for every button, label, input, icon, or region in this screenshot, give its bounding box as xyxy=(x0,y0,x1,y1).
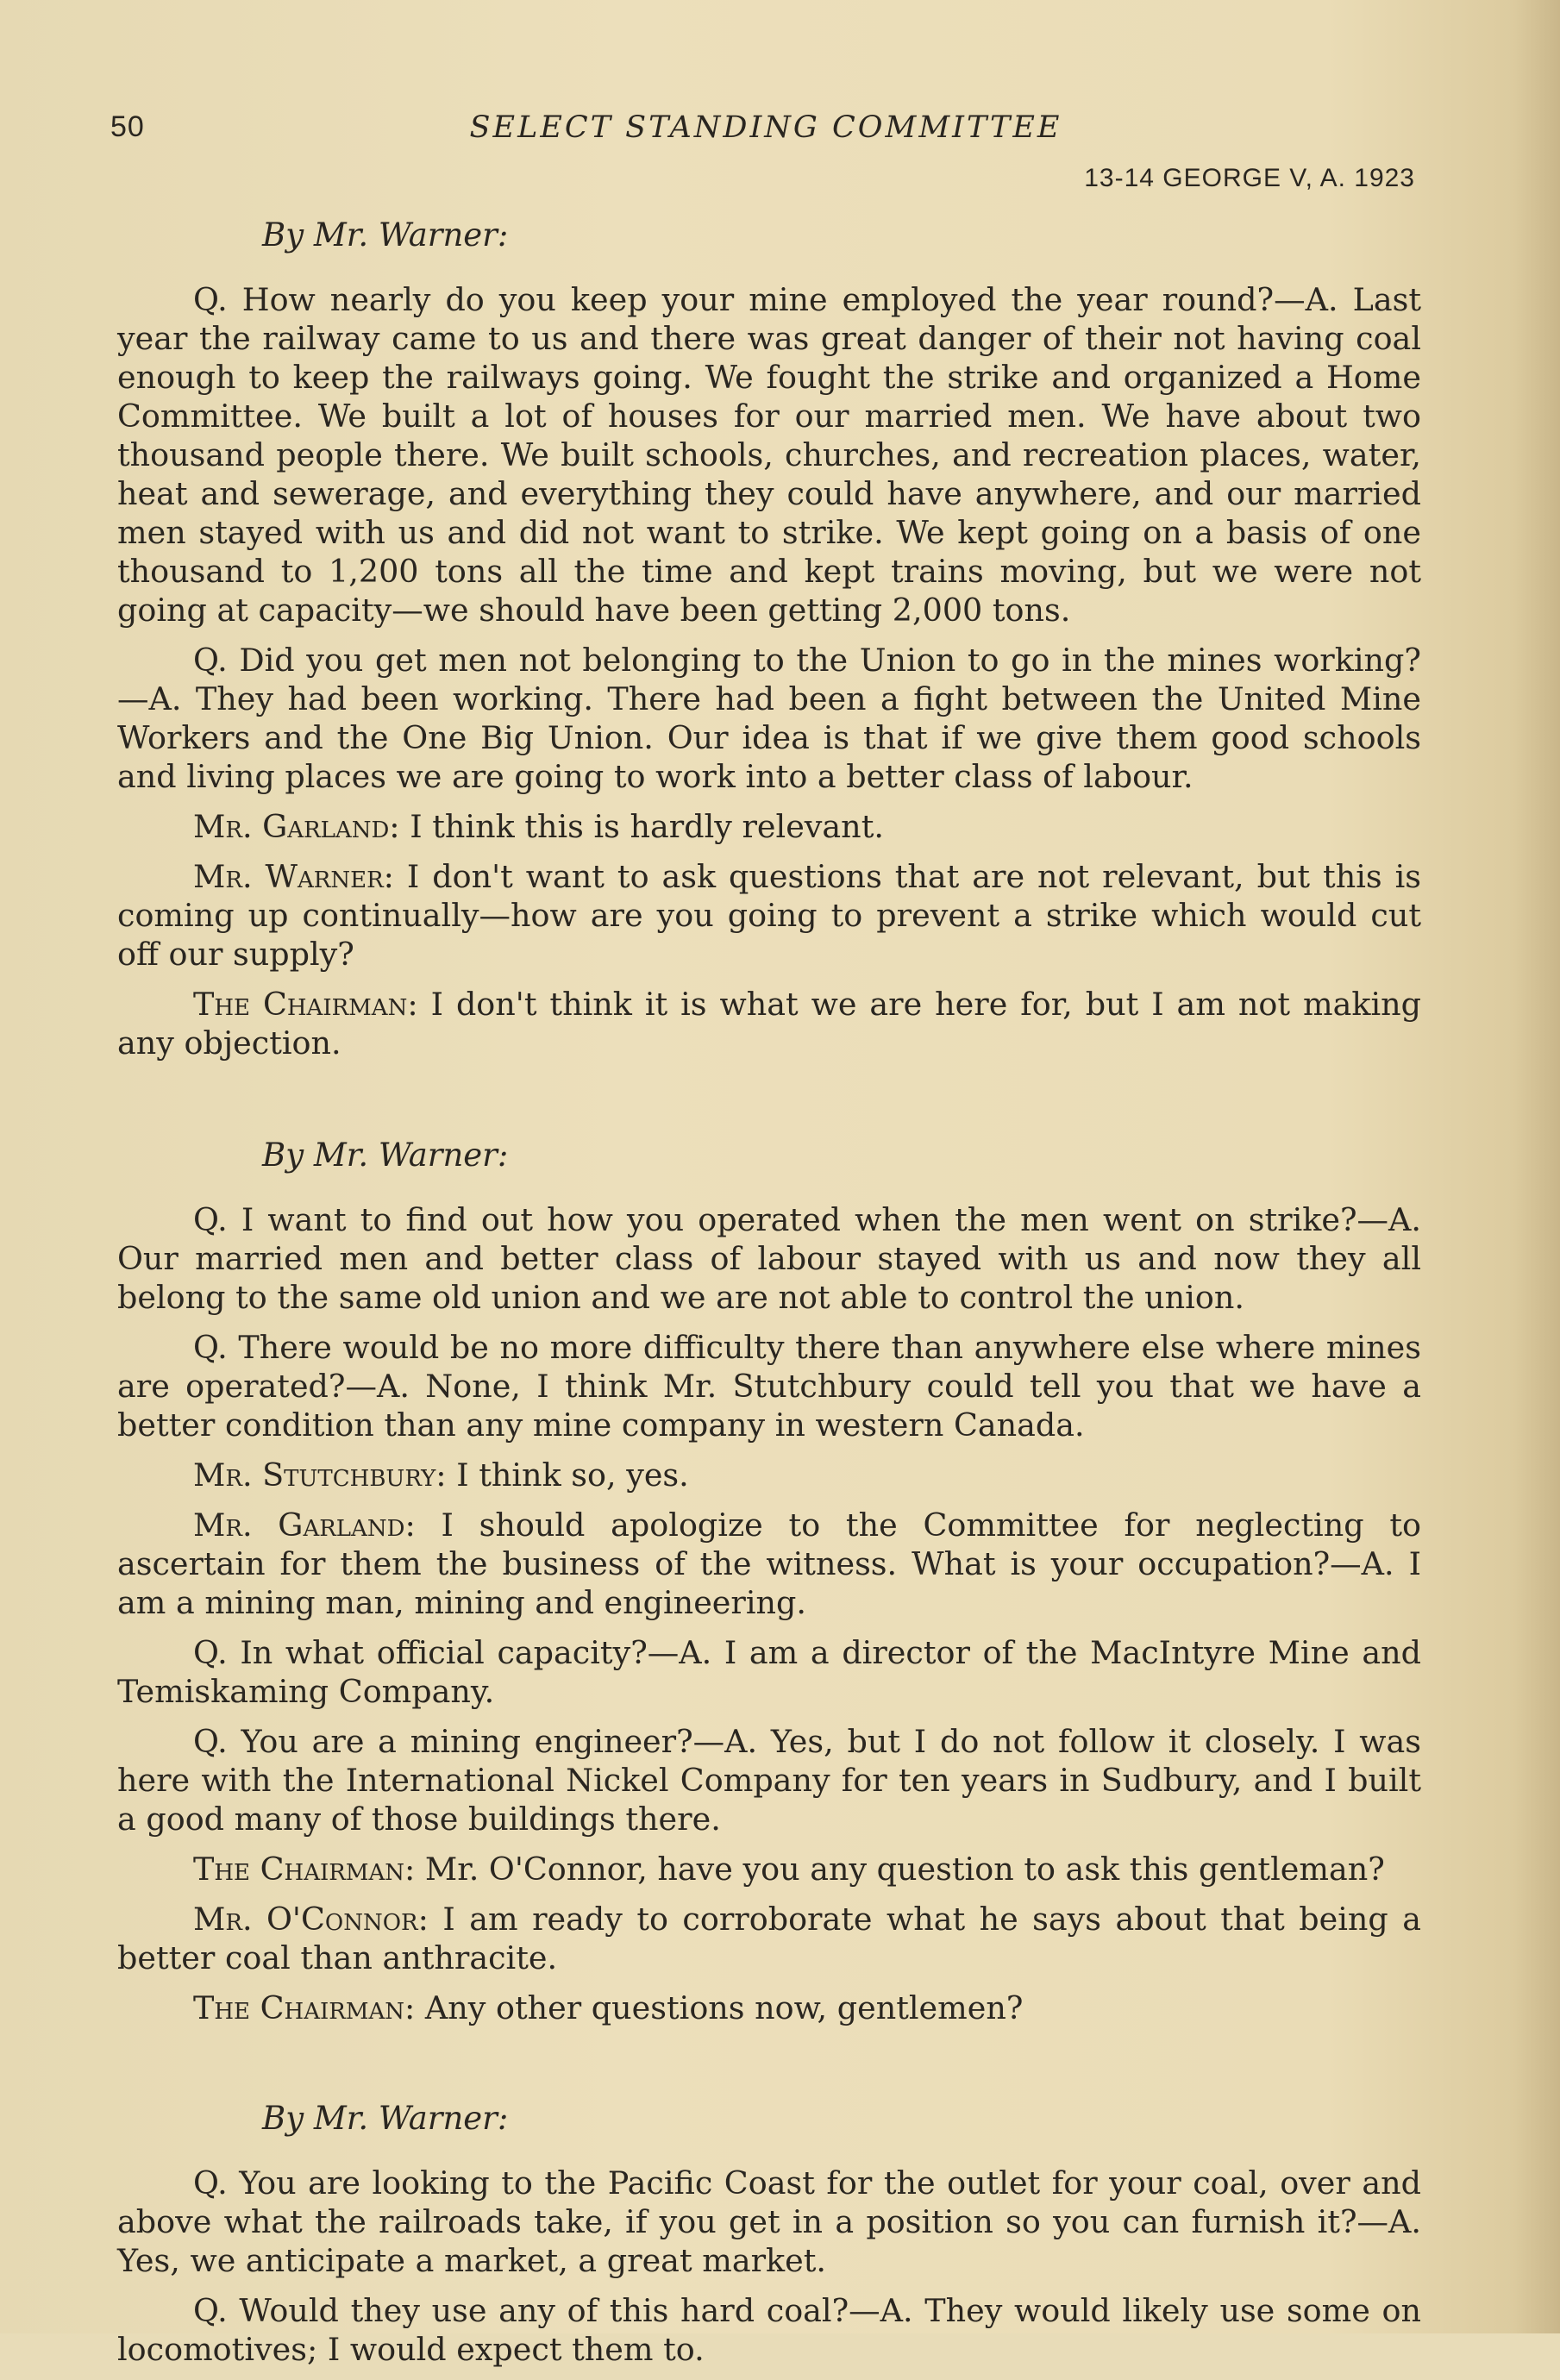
speaker-name: Mr. Garland: xyxy=(193,808,400,845)
subheading: By Mr. Warner: xyxy=(262,1137,509,1174)
paragraph-text: Q. There would be no more difficulty there than anywhere else where mines are operated?—A. None, I think Mr. Stutchbury could tell you that we have a better condition than any mine company in western Canada. xyxy=(117,1329,1421,1444)
paragraph xyxy=(117,1328,1421,1444)
paragraph-text: Q. In what official capacity?—A. I am a director of the MacIntyre Mine and Temiskaming Company. xyxy=(117,1634,1421,1710)
section-gap xyxy=(117,2039,1421,2099)
paragraph xyxy=(117,985,1421,1062)
speaker-name: The Chairman: xyxy=(193,1851,416,1888)
paragraph-text: I am ready to corroborate what he says about that being a better coal than anthracite. xyxy=(117,1901,1422,1976)
speaker-name: Mr. Warner: xyxy=(193,858,394,895)
running-title: SELECT STANDING COMMITTEE xyxy=(469,110,1062,145)
paragraph xyxy=(117,1900,1421,1977)
paragraph-text: Q. Did you get men not belonging to the Union to go in the mines working?—A. They had been working. There had been a fight between the United Mine Workers and the One Big Union. Our idea is that if we give them good schools and living places we are going to work into a better class of labour. xyxy=(117,642,1421,795)
page-header xyxy=(110,110,1421,162)
paragraph-text: Q. You are looking to the Pacific Coast for the outlet for your coal, over and above what the railroads take, if you get in a position so you can furnish it?—A. Yes, we anticipate a market, a great market. xyxy=(117,2164,1421,2279)
speaker-name: The Chairman: xyxy=(193,1989,416,2026)
paragraph-text: Q. I want to find out how you operated when the men went on strike?—A. Our married men and better class of labour stayed with us and now they all belong to the same old union and we are not able to control the union. xyxy=(117,1201,1421,1316)
page-number: 50 xyxy=(110,110,145,143)
paragraph xyxy=(117,2291,1421,2369)
subheading: By Mr. Warner: xyxy=(262,2100,509,2137)
paragraph-text: I think this is hardly relevant. xyxy=(410,808,884,845)
paragraph xyxy=(117,1456,1421,1494)
paragraph xyxy=(117,807,1421,846)
section-gap xyxy=(117,1074,1421,1136)
paragraph-text: I don't want to ask questions that are not relevant, but this is coming up continually—how are you going to prevent a strike which would cut off our supply? xyxy=(117,858,1421,973)
paragraph xyxy=(117,1633,1421,1711)
speaker-name: Mr. Stutchbury: xyxy=(193,1456,447,1494)
paragraph xyxy=(117,2164,1421,2280)
paragraph-text: Q. How nearly do you keep your mine employed the year round?—A. Last year the railway came to us and there was great danger of their not having coal enough to keep the railways going. We fought the strike and organized a Home Committee. We built a lot of houses for our married men. We have about two thousand people there. We built schools, churches, and recreation places, water, heat and sewerage, and everything they could have anywhere, and our married men stayed with us and did not want to strike. We kept going on a basis of one thousand to 1,200 tons all the time and kept trains moving, but we were not going at capacity—we should have been getting 2,000 tons. xyxy=(117,281,1421,629)
paragraph-text: I don't think it is what we are here for, but I am not making any objection. xyxy=(117,986,1421,1062)
subheading: By Mr. Warner: xyxy=(262,216,509,254)
paragraph-text: I think so, yes. xyxy=(456,1456,689,1494)
paragraph xyxy=(117,641,1421,796)
speaker-name: Mr. Garland: xyxy=(193,1506,416,1544)
paragraph-text: Mr. O'Connor, have you any question to ask this gentleman? xyxy=(424,1851,1385,1888)
paragraph-text: Q. Would they use any of this hard coal?—A. They would likely use some on locomotives; I would expect them to. xyxy=(117,2292,1421,2368)
paragraph xyxy=(117,1200,1421,1317)
paragraph xyxy=(117,1722,1421,1838)
speaker-name: The Chairman: xyxy=(193,986,418,1023)
document-body xyxy=(117,216,1421,2380)
paragraph xyxy=(117,280,1421,629)
paragraph-text: Q. You are a mining engineer?—A. Yes, but I do not follow it closely. I was here with the International Nickel Company for ten years in Sudbury, and I built a good many of those buildings there. xyxy=(117,1723,1421,1838)
paragraph xyxy=(117,1989,1421,2027)
paragraph xyxy=(117,857,1421,974)
paragraph xyxy=(117,1506,1421,1622)
paragraph xyxy=(117,1850,1421,1888)
session-label: 13-14 GEORGE V, A. 1923 xyxy=(1084,164,1415,192)
paragraph-text: I should apologize to the Committee for neglecting to ascertain for them the business of the witness. What is your occupation?—A. I am a mining man, mining and engineering. xyxy=(117,1506,1421,1621)
paragraph-text: Any other questions now, gentlemen? xyxy=(424,1989,1024,2026)
speaker-name: Mr. O'Connor: xyxy=(193,1901,429,1938)
